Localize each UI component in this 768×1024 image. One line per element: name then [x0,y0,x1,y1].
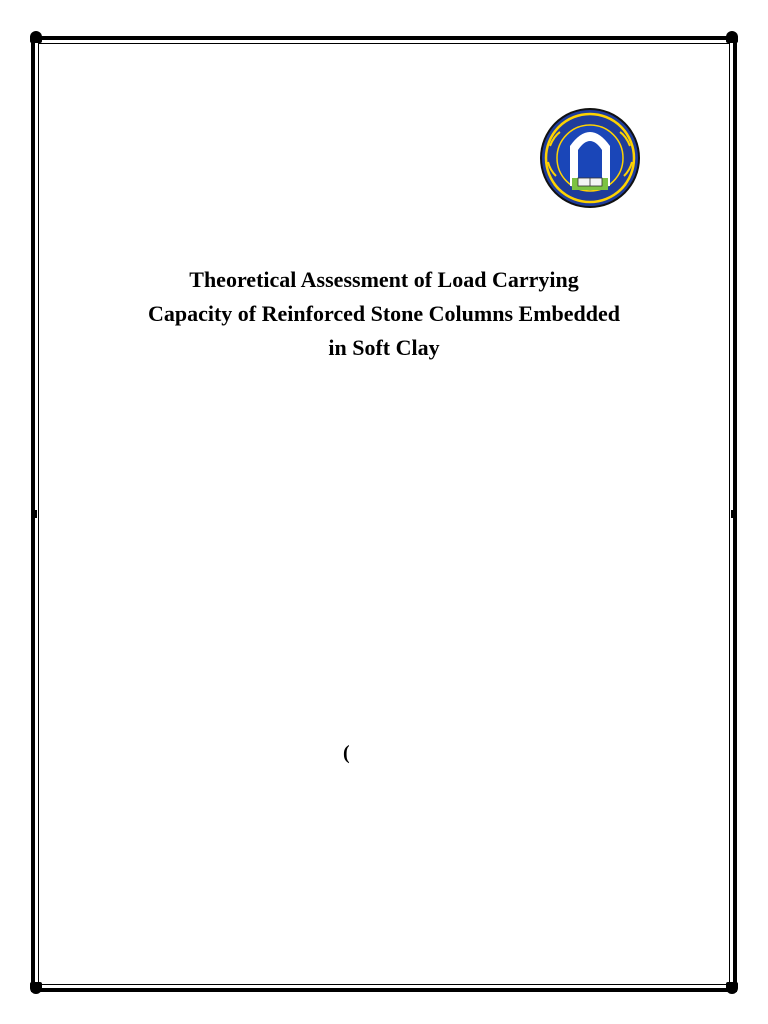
thesis-title [60,263,708,365]
stray-parenthesis: ( [343,742,350,764]
title-line: in Soft Clay [328,335,440,360]
border-corner-ornament [726,982,738,994]
border-mid-ornament [731,510,737,518]
border-corner-ornament [30,982,42,994]
title-line: Capacity of Reinforced Stone Columns Embedded [147,301,620,326]
university-seal-icon [530,106,650,211]
title-line: Theoretical Assessment of Load Carrying [189,267,579,292]
border-corner-ornament [30,31,42,43]
border-mid-ornament [31,510,37,518]
border-corner-ornament [726,31,738,43]
